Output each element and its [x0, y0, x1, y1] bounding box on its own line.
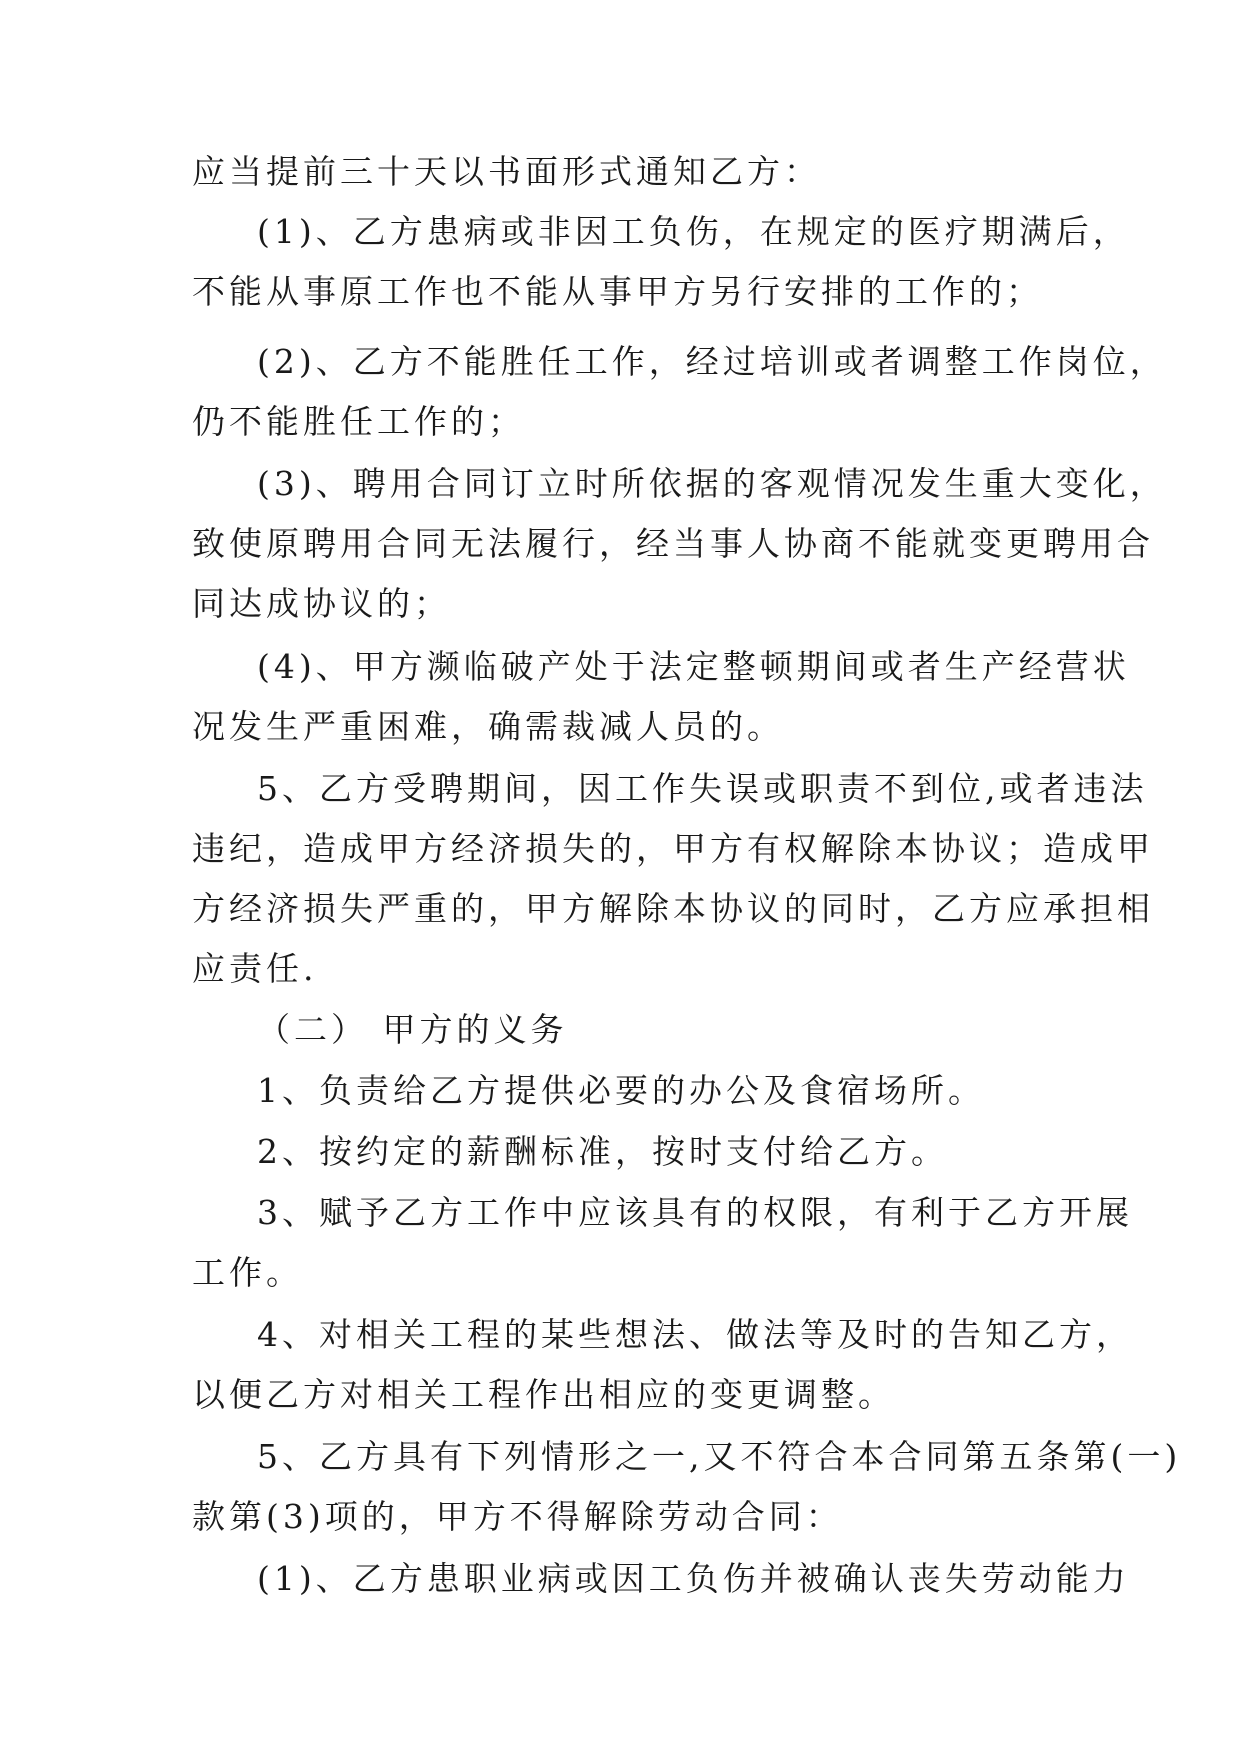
text-line: (3)、聘用合同订立时所依据的客观情况发生重大变化，: [257, 464, 1167, 503]
text-line: (1)、乙方患病或非因工负伤，在规定的医疗期满后，: [257, 212, 1130, 251]
text-line: 不能从事原工作也不能从事甲方另行安排的工作的；: [192, 272, 1043, 311]
text-line: (2)、乙方不能胜任工作，经过培训或者调整工作岗位，: [257, 342, 1167, 381]
text-line: 应责任.: [192, 949, 318, 988]
text-line: 仍不能胜任工作的；: [192, 402, 525, 441]
text-line: 致使原聘用合同无法履行，经当事人协商不能就变更聘用合: [192, 524, 1154, 563]
text-line: 5、乙方具有下列情形之一,又不符合本合同第五条第(一): [257, 1437, 1182, 1476]
text-line: 同达成协议的；: [192, 584, 451, 623]
text-line: 5、乙方受聘期间，因工作失误或职责不到位,或者违法: [257, 769, 1148, 808]
text-line: 况发生严重困难，确需裁减人员的。: [192, 707, 784, 746]
text-line: 4、对相关工程的某些想法、做法等及时的告知乙方，: [257, 1315, 1133, 1354]
text-line: (4)、甲方濒临破产处于法定整顿期间或者生产经营状: [257, 647, 1130, 686]
text-line: 2、按约定的薪酬标准，按时支付给乙方。: [257, 1132, 948, 1171]
section-heading: （二） 甲方的义务: [257, 1010, 568, 1049]
text-line: 方经济损失严重的，甲方解除本协议的同时，乙方应承担相: [192, 889, 1154, 928]
text-line: 违纪，造成甲方经济损失的，甲方有权解除本协议；造成甲: [192, 829, 1154, 868]
text-line: 应当提前三十天以书面形式通知乙方：: [192, 152, 821, 191]
text-line: 工作。: [192, 1253, 303, 1292]
text-line: (1)、乙方患职业病或因工负伤并被确认丧失劳动能力: [257, 1559, 1130, 1598]
text-line: 以便乙方对相关工程作出相应的变更调整。: [192, 1375, 895, 1414]
text-line: 款第(3)项的，甲方不得解除劳动合同：: [192, 1497, 843, 1536]
text-line: 3、赋予乙方工作中应该具有的权限，有利于乙方开展: [257, 1193, 1133, 1232]
text-line: 1、负责给乙方提供必要的办公及食宿场所。: [257, 1071, 985, 1110]
